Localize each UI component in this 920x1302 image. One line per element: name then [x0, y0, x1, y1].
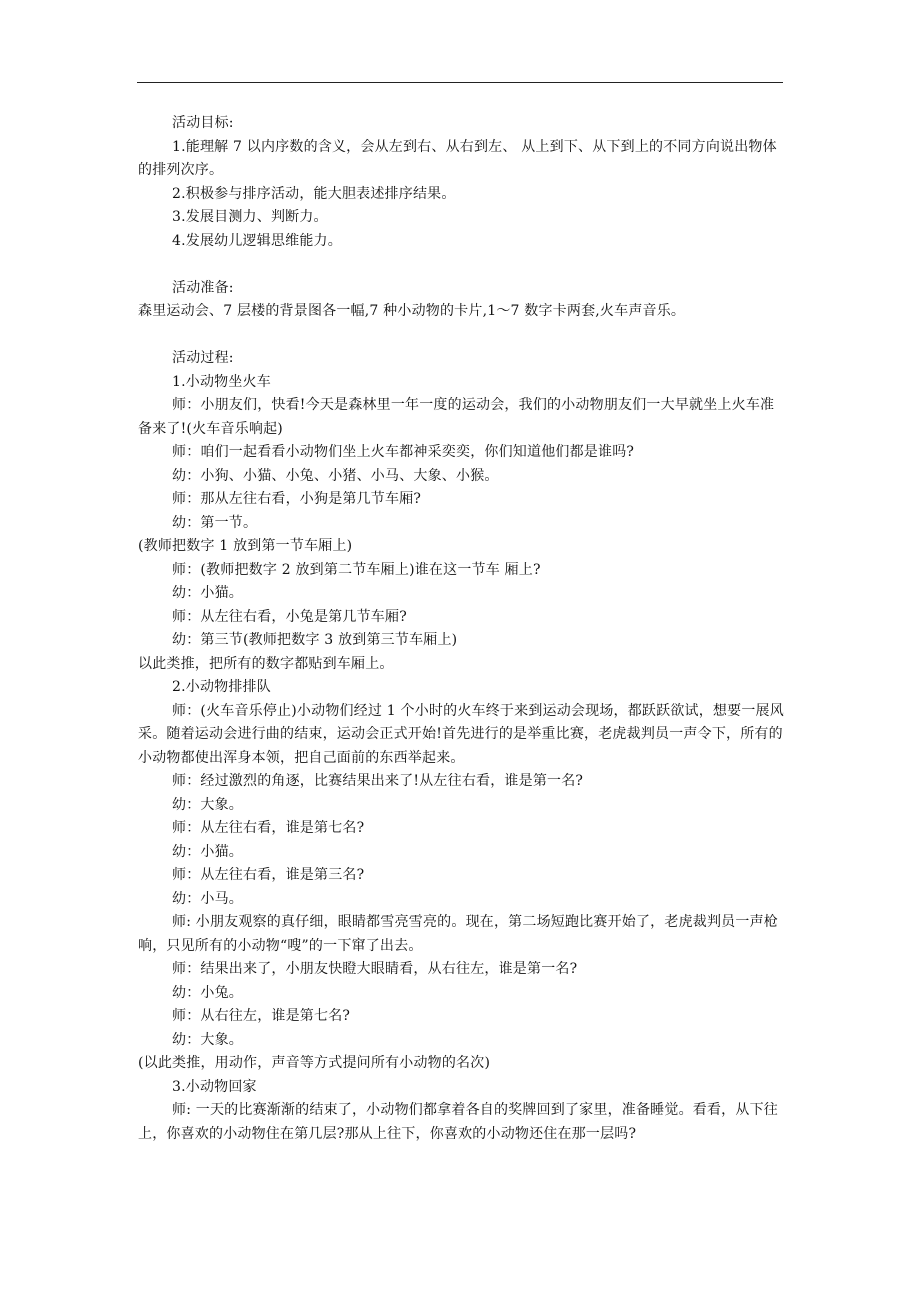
header-rule — [137, 82, 783, 83]
process-line: 师: 小朋友观察的真仔细，眼睛都雪亮雪亮的。现在，第二场短跑比赛开始了，老虎裁判员一声枪响，只见所有的小动物“嗖”的一下窜了出去。 — [138, 914, 778, 954]
process-line: 师：从左往右看，谁是第三名? — [172, 867, 365, 883]
process-line: 师：那从左往右看，小狗是第几节车厢? — [172, 491, 422, 507]
document-body — [138, 112, 788, 1146]
process-line: 幼：小猫。 — [172, 585, 243, 601]
process-line: 幼：小马。 — [172, 890, 243, 907]
section-spacer — [138, 324, 788, 348]
process-line: (教师把数字 1 放到第一节车厢上) — [138, 538, 353, 554]
process-line: 1.小动物坐火车 — [172, 373, 271, 390]
goals-line-2: 2.积极参与排序活动，能大胆表述排序结果。 — [172, 185, 456, 202]
process-line: 2.小动物排排队 — [172, 679, 271, 695]
goals-line-1: 1.能理解 7 以内序数的含义，会从左到右、从右到左、 从上到下、从下到上的不同方向说出物体的排列次序。 — [138, 138, 777, 178]
process-line: 师：(火车音乐停止)小动物们经过 1 个小时的火车终于来到运动会现场，都跃跃欲试，想要一展风采。随着运动会进行曲的结束，运动会正式开始!首先进行的是举重比赛，老虎裁判员一声令下，所有的小动物都使出浑身本领，把自己面前的东西举起来。 — [138, 702, 784, 766]
process-line: 幼：第三节(教师把数字 3 放到第三节车厢上) — [172, 632, 458, 648]
process-line: (以此类推，用动作，声音等方式提问所有小动物的名次) — [138, 1055, 491, 1071]
process-line: 师：小朋友们，快看!今天是森林里一年一度的运动会，我们的小动物朋友们一大早就坐上火车准备来了!(火车音乐响起) — [138, 397, 775, 437]
process-line: 师：结果出来了，小朋友快瞪大眼睛看，从右往左，谁是第一名? — [172, 961, 578, 977]
goals-line-3: 3.发展目测力、判断力。 — [172, 209, 328, 225]
preparation-line-1: 森里运动会、7 层楼的背景图各一幅,7 种小动物的卡片,1～7 数字卡两套,火车声音乐。 — [138, 303, 686, 319]
goals-line-4: 4.发展幼儿逻辑思维能力。 — [172, 232, 342, 249]
process-line: 3.小动物回家 — [172, 1078, 257, 1095]
process-line: 幼：大象。 — [172, 796, 243, 813]
process-line: 师：从左往右看，谁是第七名? — [172, 820, 365, 836]
section-spacer — [138, 253, 788, 277]
process-line: 师: 一天的比赛渐渐的结束了，小动物们都拿着各自的奖牌回到了家里，准备睡觉。看看，从下往上，你喜欢的小动物住在第几层?那从上往下，你喜欢的小动物还住在那一层吗? — [138, 1102, 778, 1142]
process-line: 师：(教师把数字 2 放到第二节车厢上)谁在这一节车 厢上? — [172, 561, 541, 578]
process-line: 幼：大象。 — [172, 1031, 243, 1048]
process-line: 师：从左往右看，小兔是第几节车厢? — [172, 608, 407, 625]
process-line: 师：从右往左，谁是第七名? — [172, 1008, 351, 1024]
process-line: 幼：小兔。 — [172, 984, 243, 1001]
process-line: 幼：第一节。 — [172, 514, 258, 531]
process-line: 师：咱们一起看看小动物们坐上火车都神采奕奕，你们知道他们都是谁吗? — [172, 444, 635, 460]
process-heading: 活动过程: — [172, 350, 234, 366]
process-line: 幼：小狗、小猫、小兔、小猪、小马、大象、小猴。 — [172, 467, 499, 484]
preparation-heading: 活动准备: — [172, 279, 234, 296]
goals-heading: 活动目标: — [172, 115, 234, 131]
process-line: 幼：小猫。 — [172, 843, 243, 860]
process-line: 以此类推，把所有的数字都贴到车厢上。 — [138, 655, 394, 672]
process-line: 师：经过激烈的角逐，比赛结果出来了!从左往右看，谁是第一名? — [172, 773, 584, 789]
